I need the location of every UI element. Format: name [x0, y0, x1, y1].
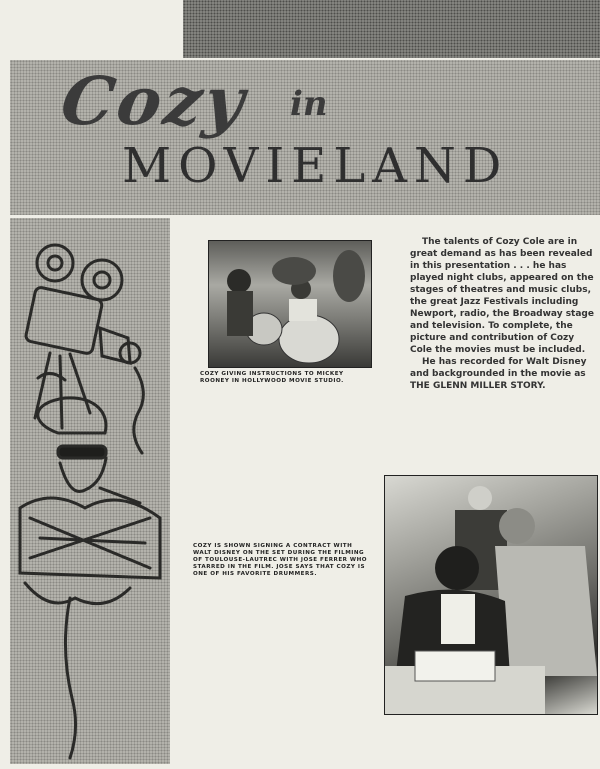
- photo-caption-top: COZY GIVING INSTRUCTIONS TO MICKEY ROONEY IN HOLLYWOOD MOVIE STUDIO.: [200, 371, 344, 384]
- title-script: Cozy: [56, 62, 252, 140]
- drummer-photo: [208, 240, 372, 368]
- left-illustration-panel: [10, 218, 170, 764]
- top-halftone-strip: [183, 0, 600, 58]
- article-paragraph-1: The talents of Cozy Cole are in great demand as has been revealed in this presentation . . . he has played night clubs, appeared on the stages of theatres and music clubs, the great Jazz Festivals including Newport, radio, the Broadway stage and television. To complete, the picture and contribution of Cozy Cole the movies must be included.: [410, 237, 594, 355]
- article-body: [410, 236, 598, 392]
- page-title: MOVIELAND: [122, 138, 509, 194]
- article-paragraph-2: He has recorded for Walt Disney and backgrounded in the movie as THE GLENN MILLER STORY.: [410, 357, 587, 391]
- drummer-photo-icon: [209, 241, 371, 367]
- contract-signing-photo-icon: [385, 476, 597, 714]
- movie-camera-cameraman-sketch-icon: [10, 218, 170, 764]
- title-in: in: [290, 84, 328, 124]
- contract-signing-photo: [384, 475, 598, 715]
- photo-caption-bottom: COZY IS SHOWN SIGNING A CONTRACT WITH WALT DISNEY ON THE SET DURING THE FILMING OF TOULOUSE-LAUTREC WITH JOSE FERRER WHO STARRED IN THE FILM. JOSE SAYS THAT COZY IS ONE OF HIS FAVORITE DRUMMERS.: [193, 543, 367, 577]
